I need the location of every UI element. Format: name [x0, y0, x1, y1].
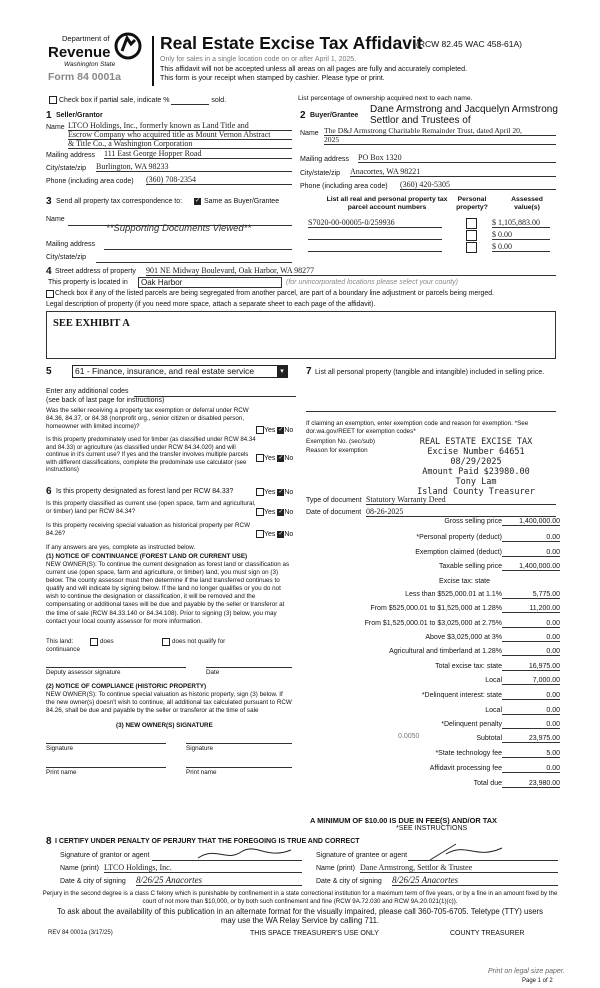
tax-row-value[interactable]: 0.00 — [502, 648, 560, 656]
tax-row-value[interactable]: 0.00 — [502, 549, 560, 557]
page-title: Real Estate Excise Tax Affidavit — [160, 33, 423, 53]
alt-format-notice: To ask about the availability of this publication in an alternate format for the visually impaired, please call 360-705-6705. Teletype (TTY) users may use the WA Relay Service by calling 711. — [56, 907, 544, 925]
street-label: Street address of property — [55, 268, 136, 275]
partial-sale-label: Check box if partial sale, indicate % — [58, 96, 170, 104]
buyer-name-label: Name — [300, 130, 319, 137]
tax-row-value[interactable]: 0.00 — [502, 707, 560, 715]
exemption-yes-no — [256, 426, 293, 434]
yes-label: Yes — [264, 488, 276, 496]
dept-line: Department of — [62, 34, 110, 43]
tax-row-label: Above $3,025,000 at 3% — [425, 634, 502, 641]
forest-yes-no — [256, 488, 293, 496]
yes-label: Yes — [264, 426, 276, 434]
print-legal-note: Print on legal size paper. — [488, 968, 565, 975]
parcel-col-header-l1: List all real and personal property tax — [326, 196, 448, 203]
assessed-value-field[interactable]: $ 0.00 — [492, 242, 550, 252]
yes-label: Yes — [264, 508, 276, 516]
historic-yes-no — [256, 530, 293, 538]
tax-row — [300, 563, 560, 574]
parcel-col-header-l2: parcel account numbers — [347, 204, 427, 211]
tax-row-label: Agricultural and timberland at 1.28% — [389, 648, 502, 655]
tax-row-label: Total due — [473, 780, 502, 787]
exhibit-text: SEE EXHIBIT A — [53, 318, 130, 329]
grantee-name-field[interactable]: Dane Armstrong, Settlor & Trustee — [360, 863, 558, 873]
additional-codes-label: Enter any additional codes — [46, 388, 129, 395]
state-line: Washington State — [64, 61, 116, 68]
personal-col-header-l1: Personal — [457, 196, 487, 203]
no-checkbox[interactable]: ✓ — [278, 454, 284, 461]
exemption-text: If claiming an exemption, enter exemption code and reason for exemption. *See dor.wa.gov/REET for exemption codes* — [306, 420, 529, 435]
revision-label: REV 84 0001a (3/17/25) — [48, 930, 113, 936]
header-divider — [152, 36, 154, 86]
assessed-col-header — [500, 196, 554, 212]
tax-row-value[interactable]: 11,200.00 — [502, 605, 560, 613]
grantor-date-label: Date & city of signing — [60, 878, 126, 885]
local-rate: 0.0050 — [398, 733, 420, 740]
owner-signature-field[interactable] — [46, 742, 166, 744]
tax-row-label: *Delinquent interest: state — [421, 692, 502, 699]
parcel-number-field[interactable] — [308, 230, 442, 240]
tax-row — [300, 620, 560, 631]
grantee-signature-label: Signature of grantee or agent — [316, 852, 408, 859]
street-number: 4 — [46, 266, 52, 277]
section5 — [46, 366, 296, 506]
rcw-reference: (RCW 82.45 WAC 458-61A) — [416, 39, 522, 49]
supporting-docs-stamp: **Supporting Documents Viewed** — [106, 223, 252, 234]
correspondence-city-label: City/state/zip — [46, 254, 87, 261]
does-not-label: does not qualify for — [172, 638, 226, 645]
personal-property-checkbox[interactable] — [466, 230, 477, 241]
does-label: does — [100, 638, 114, 645]
tax-row — [300, 578, 560, 589]
land-use-value: 61 - Finance, insurance, and real estate service — [75, 366, 255, 376]
same-as-buyer-checkbox[interactable]: ✓ — [194, 198, 201, 204]
buyer-city-label: City/state/zip — [300, 170, 341, 177]
tax-row — [300, 549, 560, 560]
seller-phone-field[interactable]: (360) 708-2354 — [146, 175, 292, 185]
seller-name-line2[interactable]: Escrow Company who acquired title as Mount Vernon Abstract — [68, 130, 292, 140]
tax-row-label: *Personal property (deduct) — [416, 534, 502, 541]
receipt-line: Excise Number 64651 — [427, 447, 525, 457]
buyer-section — [300, 104, 556, 192]
notice1-title: (1) NOTICE OF CONTINUANCE (FOREST LAND OR CURRENT USE) — [46, 553, 248, 560]
no-label: No — [284, 426, 294, 434]
tax-row — [300, 765, 560, 776]
buyer-heading: Buyer/Grantee — [310, 112, 359, 119]
chevron-down-icon[interactable]: ▾ — [277, 366, 287, 377]
no-checkbox[interactable]: ✓ — [278, 508, 284, 515]
owner-signature-field[interactable] — [186, 742, 292, 744]
section8-number: 8 — [46, 836, 52, 847]
tax-row-label: Excise tax: state — [439, 578, 490, 585]
seller-city-label: City/state/zip — [46, 165, 87, 172]
tax-row — [300, 780, 560, 791]
grantee-date-label: Date & city of signing — [316, 878, 382, 885]
no-label: No — [284, 488, 294, 496]
receipt-line: REAL ESTATE EXCISE TAX — [419, 437, 533, 447]
no-checkbox[interactable]: ✓ — [278, 426, 284, 433]
personal-property-checkbox[interactable] — [466, 218, 477, 229]
correspondence-number: 3 — [46, 196, 52, 207]
grantor-name-label: Name (print) — [60, 865, 99, 872]
section7-number: 7 — [306, 366, 312, 377]
located-label: This property is located in — [48, 279, 128, 286]
doc-date-label: Date of document — [306, 509, 362, 516]
grantor-signature-label: Signature of grantor or agent — [60, 852, 150, 859]
grantee-name-label: Name (print) — [316, 865, 355, 872]
assessed-value-field[interactable]: $ 1,105,883.00 — [492, 218, 550, 228]
land-use-dropdown[interactable] — [72, 365, 288, 378]
treasurer-use-label: THIS SPACE TREASURER'S USE ONLY — [250, 930, 379, 937]
no-label: No — [284, 530, 294, 538]
seller-number: 1 — [46, 110, 52, 121]
dor-logo — [48, 30, 148, 84]
page-number: Page 1 of 2 — [522, 978, 553, 984]
certify-statement: I CERTIFY UNDER PENALTY OF PERJURY THAT THE FOREGOING IS TRUE AND CORRECT — [55, 838, 360, 845]
tax-row — [300, 634, 560, 645]
tax-row-label: Taxable selling price — [438, 563, 502, 570]
tax-row-value[interactable]: 0.00 — [502, 765, 560, 773]
yes-checkbox[interactable] — [256, 454, 264, 462]
timber-yes-no — [256, 454, 293, 462]
parcel-table — [300, 196, 556, 266]
buyer-city-field[interactable]: Anacortes, WA 98221 — [350, 167, 556, 177]
no-label: No — [284, 508, 294, 516]
sold-label: sold. — [211, 96, 227, 104]
deputy-signature-field[interactable] — [46, 666, 186, 668]
seller-name-label: Name — [46, 124, 65, 131]
timber-question-text: Is this property predominately used for timber (as classified under RCW 84.34 and 84.33) or agriculture (as classified under RCW 84.34.020) and will continue in it's current use? If yes and the transfer involves multiple parcels with different classifications, complete the predominate use calculator (see instructions) — [46, 436, 256, 474]
notice3-title: (3) NEW OWNER(S) SIGNATURE — [116, 722, 213, 729]
grantor-name-field[interactable]: LTCO Holdings, Inc. — [104, 863, 302, 873]
no-label: No — [284, 454, 294, 462]
yes-label: Yes — [264, 530, 276, 538]
county-treasurer-label: COUNTY TREASURER — [450, 930, 525, 937]
continuance-label: continuance — [46, 646, 80, 653]
if-any-note: If any answers are yes, complete as instructed below. — [46, 544, 196, 551]
tax-row-value[interactable]: 0.00 — [502, 534, 560, 542]
grantee-signature-image — [426, 842, 506, 862]
timber-question — [46, 436, 260, 474]
deputy-date-field[interactable] — [206, 666, 292, 668]
correspondence-address-field[interactable] — [104, 248, 292, 250]
tax-row — [300, 663, 560, 674]
personal-property-text: List all personal property (tangible and intangible) included in selling price. — [315, 369, 545, 376]
assessed-value-field[interactable]: $ 0.00 — [492, 230, 550, 240]
section6 — [46, 486, 296, 842]
segregated-label: Check box if any of the listed parcels are being segregated from another parcel, are part of a boundary line adjustment or parcels being merged. — [55, 290, 494, 297]
receipt-line: 08/29/2025 — [450, 457, 502, 467]
seller-name-line3[interactable]: & Title Co., a Washington Corporation — [68, 139, 292, 149]
deputy-date-label: Date — [206, 669, 220, 676]
grantor-date-field[interactable]: 8/26/25 Anacortes — [136, 875, 302, 886]
historic-question: Is this property receiving special valuation as historical property per RCW 84.26? — [46, 522, 251, 537]
tax-row-label: *Delinquent penalty — [441, 721, 502, 728]
tax-row-value[interactable]: 5,775.00 — [502, 591, 560, 599]
street-address-field[interactable]: 901 NE Midway Boulevard, Oak Harbor, WA 98277 — [146, 266, 556, 276]
section7 — [306, 366, 558, 516]
signature-label: Signature — [186, 745, 213, 752]
same-as-buyer-label: Same as Buyer/Grantee — [204, 198, 280, 205]
grantor-signature-image — [196, 844, 296, 864]
legal-description-box[interactable] — [46, 311, 556, 359]
tax-row — [300, 692, 560, 703]
print-name-label: Print name — [186, 769, 217, 776]
buyer-address-label: Mailing address — [300, 156, 350, 163]
partial-sale-row — [49, 96, 226, 105]
tax-row-label: Less than $525,000.01 at 1.1% — [405, 591, 502, 598]
section6-number: 6 — [46, 486, 52, 497]
tax-row-value[interactable]: 0.00 — [502, 692, 560, 700]
logo-swirl-icon — [114, 32, 142, 60]
does-checkbox[interactable] — [90, 638, 98, 646]
tax-row-label: Affidavit processing fee — [429, 765, 502, 772]
tax-row — [300, 677, 560, 688]
yes-checkbox[interactable] — [256, 426, 264, 434]
buyer-name-line1[interactable]: The D&J Armstrong Charitable Remainder Trust, dated April 20, — [324, 126, 556, 136]
tax-row-value[interactable]: 7,000.00 — [502, 677, 560, 685]
buyer-typed-line1: Dane Armstrong and Jacquelyn Armstrong — [370, 104, 558, 115]
personal-property-checkbox[interactable] — [466, 242, 477, 253]
tax-row — [300, 605, 560, 616]
tax-row-value[interactable]: 0.00 — [502, 721, 560, 729]
partial-sale-checkbox[interactable] — [49, 96, 57, 104]
this-land-label: This land: — [46, 638, 74, 645]
segregated-checkbox[interactable] — [46, 290, 54, 298]
doc-type-field[interactable]: Statutory Warranty Deed — [366, 495, 556, 505]
correspondence-address-label: Mailing address — [46, 241, 96, 248]
buyer-typed-line2: Settlor and Trustees of — [370, 115, 471, 126]
parcel-number-field[interactable] — [308, 242, 442, 252]
perjury-text: Perjury in the second degree is a class C felony which is punishable by confinement in a state correctional institution for a maximum term of five years, or by a fine in an amount fixed by the court of not more than $10,000, or by both such confinement and fine (RCW 9A.72.030 and RCW 9A.20.021(1)(c)). — [42, 890, 558, 905]
receipt-note: This form is your receipt when stamped by cashier. Please type or print. — [160, 74, 385, 82]
parcel-col-header — [312, 196, 462, 212]
personal-property-field[interactable] — [306, 410, 556, 412]
not-accepted-note: This affidavit will not be accepted unless all areas on all pages are fully and accurately completed. — [160, 65, 468, 73]
current-use-question: Is this property classified as current use (open space, farm and agricultural, or timber) land per RCW 84.34? — [46, 500, 256, 515]
perjury-notice — [38, 890, 562, 905]
current-use-yes-no — [256, 508, 293, 516]
forest-question: Is this property designated as forest land per RCW 84.33? — [56, 488, 234, 495]
only-for-note: Only for sales in a single location code on or after April 1, 2025. — [160, 56, 357, 63]
grantee-date-field[interactable]: 8/26/25 Anacortes — [392, 875, 558, 886]
receipt-line: Tony Lam — [455, 477, 497, 487]
tax-row-label: Local — [485, 707, 502, 714]
doc-type-label: Type of document — [306, 497, 362, 504]
buyer-number: 2 — [300, 110, 306, 121]
owner-print-name-field[interactable] — [46, 766, 166, 768]
deputy-signature-label: Deputy assessor signature — [46, 669, 121, 676]
seller-address-label: Mailing address — [46, 152, 96, 159]
tax-row — [300, 735, 560, 746]
buyer-address-field[interactable]: PO Box 1320 — [358, 153, 556, 163]
seller-section — [46, 108, 292, 188]
personal-col-header — [452, 196, 492, 212]
legal-description-label: Legal description of property (if you need more space, attach a separate sheet to each page of the affidavit). — [46, 301, 376, 308]
receipt-line: Amount Paid $23980.00 — [422, 467, 530, 477]
revenue-word: Revenue — [48, 44, 111, 61]
buyer-name-line2[interactable]: 2025 — [324, 135, 556, 145]
tax-row-label: From $525,000.01 to $1,525,000 at 1.28% — [370, 605, 502, 612]
tax-row-value[interactable]: 16,975.00 — [502, 663, 560, 671]
tax-row-value[interactable]: 1,400,000.00 — [502, 563, 560, 571]
tax-row — [300, 534, 560, 545]
doc-date-field[interactable]: 08-26-2025 — [366, 507, 556, 517]
exemption-reason-label: Reason for exemption — [306, 447, 368, 454]
tax-row — [300, 648, 560, 659]
owner-print-name-field[interactable] — [186, 766, 292, 768]
personal-col-header-l2: property? — [456, 204, 488, 211]
tax-row-label: Subtotal — [476, 735, 502, 742]
see-back-note: (see back of last page for instructions) — [46, 397, 165, 404]
correspondence-city-field[interactable] — [96, 261, 292, 263]
does-not-checkbox[interactable] — [162, 638, 170, 646]
seller-heading: Seller/Grantor — [56, 112, 103, 119]
tax-row — [300, 721, 560, 732]
seller-city-field[interactable]: Burlington, WA 98233 — [96, 162, 292, 172]
correspondence-section — [46, 196, 292, 260]
tax-row — [300, 591, 560, 602]
signature-label: Signature — [46, 745, 73, 752]
tax-row-label: *State technology fee — [435, 750, 502, 757]
yes-checkbox[interactable] — [256, 508, 264, 516]
yes-checkbox[interactable] — [256, 488, 264, 496]
exemption-question: Was the seller receiving a property tax exemption or deferral under RCW 84.36, 84.37, or 84.38 (nonprofit org., senior citizen or disabled person, homeowner with limited income)? — [46, 407, 249, 430]
seller-phone-label: Phone (including area code) — [46, 178, 134, 185]
tax-row-value[interactable]: 5.00 — [502, 750, 560, 758]
tax-row — [300, 750, 560, 761]
correspondence-name-label: Name — [46, 216, 65, 223]
partial-percent-field[interactable] — [171, 97, 209, 105]
section5-number: 5 — [46, 366, 52, 377]
print-name-label: Print name — [46, 769, 77, 776]
seller-address-field[interactable]: 111 East George Hopper Road — [104, 149, 292, 159]
buyer-phone-field[interactable]: (360) 420-5305 — [400, 180, 556, 190]
tax-row-value[interactable]: 0.00 — [502, 634, 560, 642]
location-dropdown[interactable]: Oak Harbor — [138, 277, 282, 288]
tax-row — [300, 518, 560, 529]
seller-name-line1[interactable]: LTCO Holdings, Inc., formerly known as Land Title and — [68, 121, 292, 131]
assessed-col-header-l1: Assessed — [511, 196, 543, 203]
tax-row-label: Exemption claimed (deduct) — [415, 549, 502, 556]
tax-row — [300, 707, 560, 718]
tax-row-label: Total excise tax: state — [435, 663, 502, 670]
unincorporated-note: (for unincorporated locations please select your county) — [286, 279, 458, 286]
no-checkbox[interactable]: ✓ — [278, 488, 284, 495]
tax-row-value[interactable]: 0.00 — [502, 620, 560, 628]
treasurer-receipt-stamp — [394, 437, 558, 497]
buyer-phone-label: Phone (including area code) — [300, 183, 388, 190]
minimum-due-note: A MINIMUM OF $10.00 IS DUE IN FEE(S) AND/OR TAX — [310, 816, 497, 825]
assessed-col-header-l2: value(s) — [514, 204, 540, 211]
notice2-text: NEW OWNER(S): To continue special valuation as historic property, sign (3) below. If the new owner(s) doesn't wish to continue, all additional tax calculated pursuant to RCW 84.26, shall be due and payable by the seller or transferor at the time of sale — [46, 691, 292, 714]
tax-row-value[interactable]: 1,400,000.00 — [502, 518, 560, 526]
tax-row-label: Gross selling price — [444, 518, 502, 525]
notice1-text: NEW OWNER(S): To continue the current designation as forest land or classification as current use (open space, farm and agriculture, or timber) land, you must sign on (3) below. The county assessor must then determine if the land transferred continues to qualify and will indicate by signing below. If the land no longer qualifies or you do not wish to continue the designation or classification, it will be removed and the compensating or additional taxes will be due and payable by the seller or transferor at the time of sale (RCW 84.33.140 or 84.34.108). Prior to signing (3) below, you may contact your local county assessor for more information. — [46, 561, 290, 625]
tax-row-value[interactable]: 23,975.00 — [502, 735, 560, 743]
see-instructions-note: *SEE INSTRUCTIONS — [396, 825, 468, 832]
tax-row-label: Local — [485, 677, 502, 684]
exemption-no-label: Exemption No. (sec/sub) — [306, 438, 375, 445]
parcel-number-field[interactable]: S7020-00-00005-0/259936 — [308, 218, 442, 228]
no-checkbox[interactable]: ✓ — [278, 530, 284, 537]
street-section — [46, 266, 556, 362]
correspondence-text: Send all property tax correspondence to: — [56, 198, 183, 205]
ownership-note: List percentage of ownership acquired next to each name. — [298, 95, 473, 102]
tax-row-label: From $1,525,000.01 to $3,025,000 at 2.75% — [364, 620, 502, 627]
tax-row-value[interactable]: 23,980.00 — [502, 780, 560, 788]
yes-checkbox[interactable] — [256, 530, 264, 538]
form-number: Form 84 0001a — [48, 71, 121, 83]
receipt-line: Island County Treasurer — [417, 487, 535, 497]
yes-label: Yes — [264, 454, 276, 462]
notice2-title: (2) NOTICE OF COMPLIANCE (HISTORIC PROPERTY) — [46, 683, 207, 690]
